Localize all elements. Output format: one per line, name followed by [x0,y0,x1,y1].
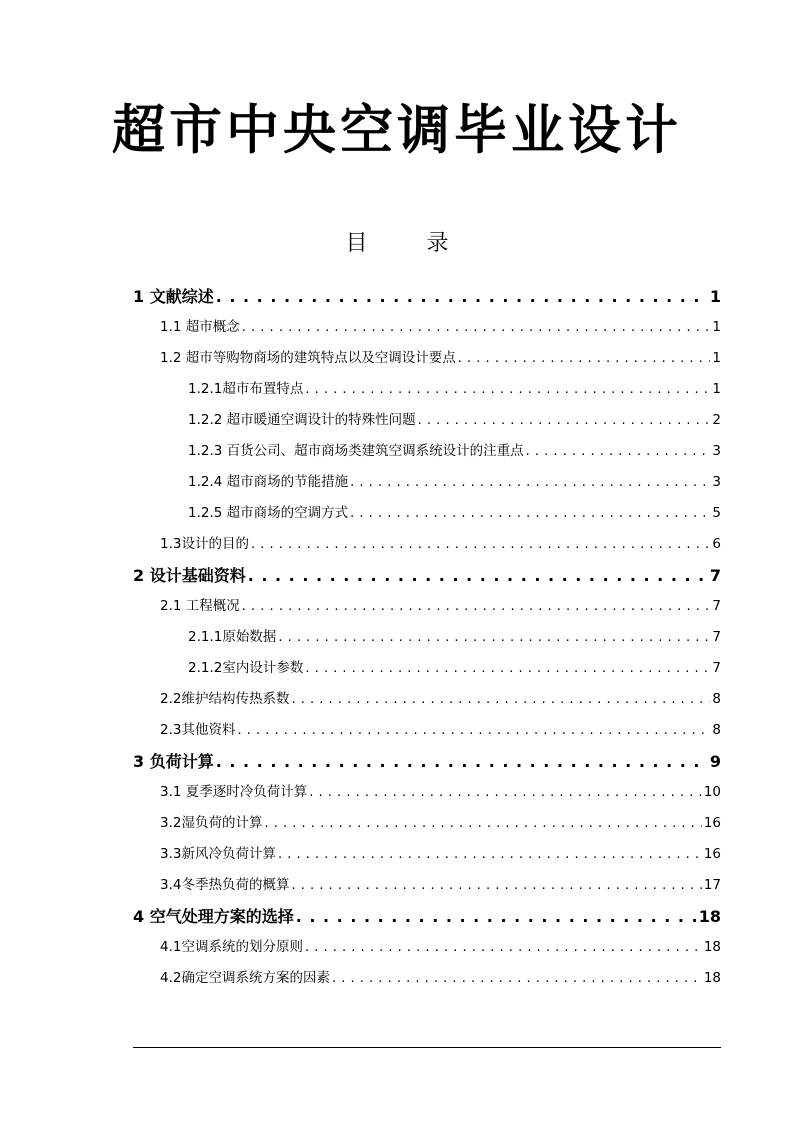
toc-entry[interactable] [133,684,721,715]
toc-entry[interactable] [133,560,721,591]
toc-leader [248,560,708,591]
toc-entry[interactable] [133,963,721,994]
toc-entry-page: 7 [712,660,721,676]
toc-entry-page: 18 [698,907,721,926]
toc-leader [458,343,711,374]
toc-entry-page: 7 [709,566,721,585]
toc-entry[interactable] [133,932,721,963]
toc-entry-label: 2.1.2室内设计参数 [188,660,304,676]
toc-leader [216,746,708,777]
toc-entry[interactable] [133,529,721,560]
toc-leader [264,808,701,839]
toc-leader [350,498,710,529]
toc-entry-page: 1 [709,287,721,306]
toc-entry-label: 2.1 工程概况 [160,598,240,614]
toc-entry[interactable] [133,839,721,870]
toc-entry[interactable] [133,467,721,498]
toc-leader [305,653,710,684]
footer-rule [133,1047,721,1048]
toc-entry[interactable] [133,777,721,808]
toc-leader [296,901,697,932]
toc-entry-page: 3 [712,474,721,490]
toc-leader [216,281,708,312]
toc-entry-label: 1.2.4 超市商场的节能措施 [188,474,349,490]
toc-entry[interactable] [133,715,721,746]
toc-leader [418,405,711,436]
toc-leader [242,312,711,343]
toc-leader [291,684,710,715]
toc-entry[interactable] [133,901,721,932]
toc-entry[interactable] [133,374,721,405]
toc-entry-label: 4.1空调系统的划分原则 [160,939,303,955]
toc-entry-page: 7 [712,629,721,645]
toc-entry-label: 1.2 超市等购物商场的建筑特点以及空调设计要点 [160,350,456,366]
toc-entry-page: 10 [703,784,721,800]
toc-entry[interactable] [133,436,721,467]
toc-entry-page: 5 [712,505,721,521]
toc-entry-label: 3.4冬季热负荷的概算 [160,877,290,893]
toc-entry-label: 2.2维护结构传热系数 [160,691,290,707]
toc-leader [309,777,702,808]
toc-entry[interactable] [133,591,721,622]
toc-entry-label: 2.1.1原始数据 [188,629,277,645]
toc-entry[interactable] [133,622,721,653]
toc-entry-page: 7 [712,598,721,614]
toc-entry-label: 3 负荷计算 [133,752,214,771]
toc-entry-page: 1 [712,350,721,366]
toc-entry-label: 1.2.1超市布置特点 [188,381,304,397]
toc-entry-label: 1.1 超市概念 [160,319,240,335]
toc-leader [350,467,710,498]
toc-entry-label: 3.1 夏季逐时冷负荷计算 [160,784,308,800]
toc-entry-label: 1.2.3 百货公司、超市商场类建筑空调系统设计的注重点 [188,443,524,459]
toc-entry-label: 1 文献综述 [133,287,214,306]
toc-heading: 目 录 [345,231,475,256]
toc-entry[interactable] [133,746,721,777]
toc-entry-label: 2 设计基础资料 [133,566,246,585]
toc-entry-page: 1 [712,319,721,335]
toc-entry-page: 18 [703,970,721,986]
table-of-contents [133,281,721,994]
toc-entry-label: 2.3其他资料 [160,722,236,738]
toc-leader [242,591,711,622]
toc-leader [278,839,702,870]
toc-entry-page: 1 [712,381,721,397]
toc-entry-page: 2 [712,412,721,428]
toc-entry-label: 1.2.5 超市商场的空调方式 [188,505,349,521]
toc-entry-page: 9 [709,752,721,771]
toc-entry-page: 16 [703,815,721,831]
toc-entry[interactable] [133,405,721,436]
toc-entry-label: 4.2确定空调系统方案的因素 [160,970,330,986]
toc-entry-page: 3 [712,443,721,459]
toc-entry-label: 3.2湿负荷的计算 [160,815,263,831]
toc-entry-page: 17 [703,877,721,893]
toc-entry-page: 8 [712,722,721,738]
document-title: 超市中央空调毕业设计 [112,99,682,161]
toc-leader [332,963,702,994]
toc-entry-label: 4 空气处理方案的选择 [133,907,294,926]
toc-entry-label: 1.2.2 超市暖通空调设计的特殊性问题 [188,412,416,428]
toc-entry-page: 6 [712,536,721,552]
toc-leader [237,715,710,746]
toc-leader [305,374,710,405]
toc-entry-page: 16 [703,846,721,862]
toc-entry[interactable] [133,343,721,374]
toc-entry[interactable] [133,312,721,343]
toc-entry[interactable] [133,498,721,529]
toc-entry[interactable] [133,281,721,312]
toc-entry-page: 8 [712,691,721,707]
toc-entry[interactable] [133,870,721,901]
toc-entry[interactable] [133,653,721,684]
toc-leader [278,622,710,653]
toc-leader [251,529,710,560]
toc-entry-page: 18 [703,939,721,955]
toc-entry-label: 3.3新风冷负荷计算 [160,846,276,862]
toc-leader [291,870,701,901]
toc-entry-label: 1.3设计的目的 [160,536,249,552]
toc-entry[interactable] [133,808,721,839]
toc-leader [526,436,711,467]
toc-leader [305,932,702,963]
